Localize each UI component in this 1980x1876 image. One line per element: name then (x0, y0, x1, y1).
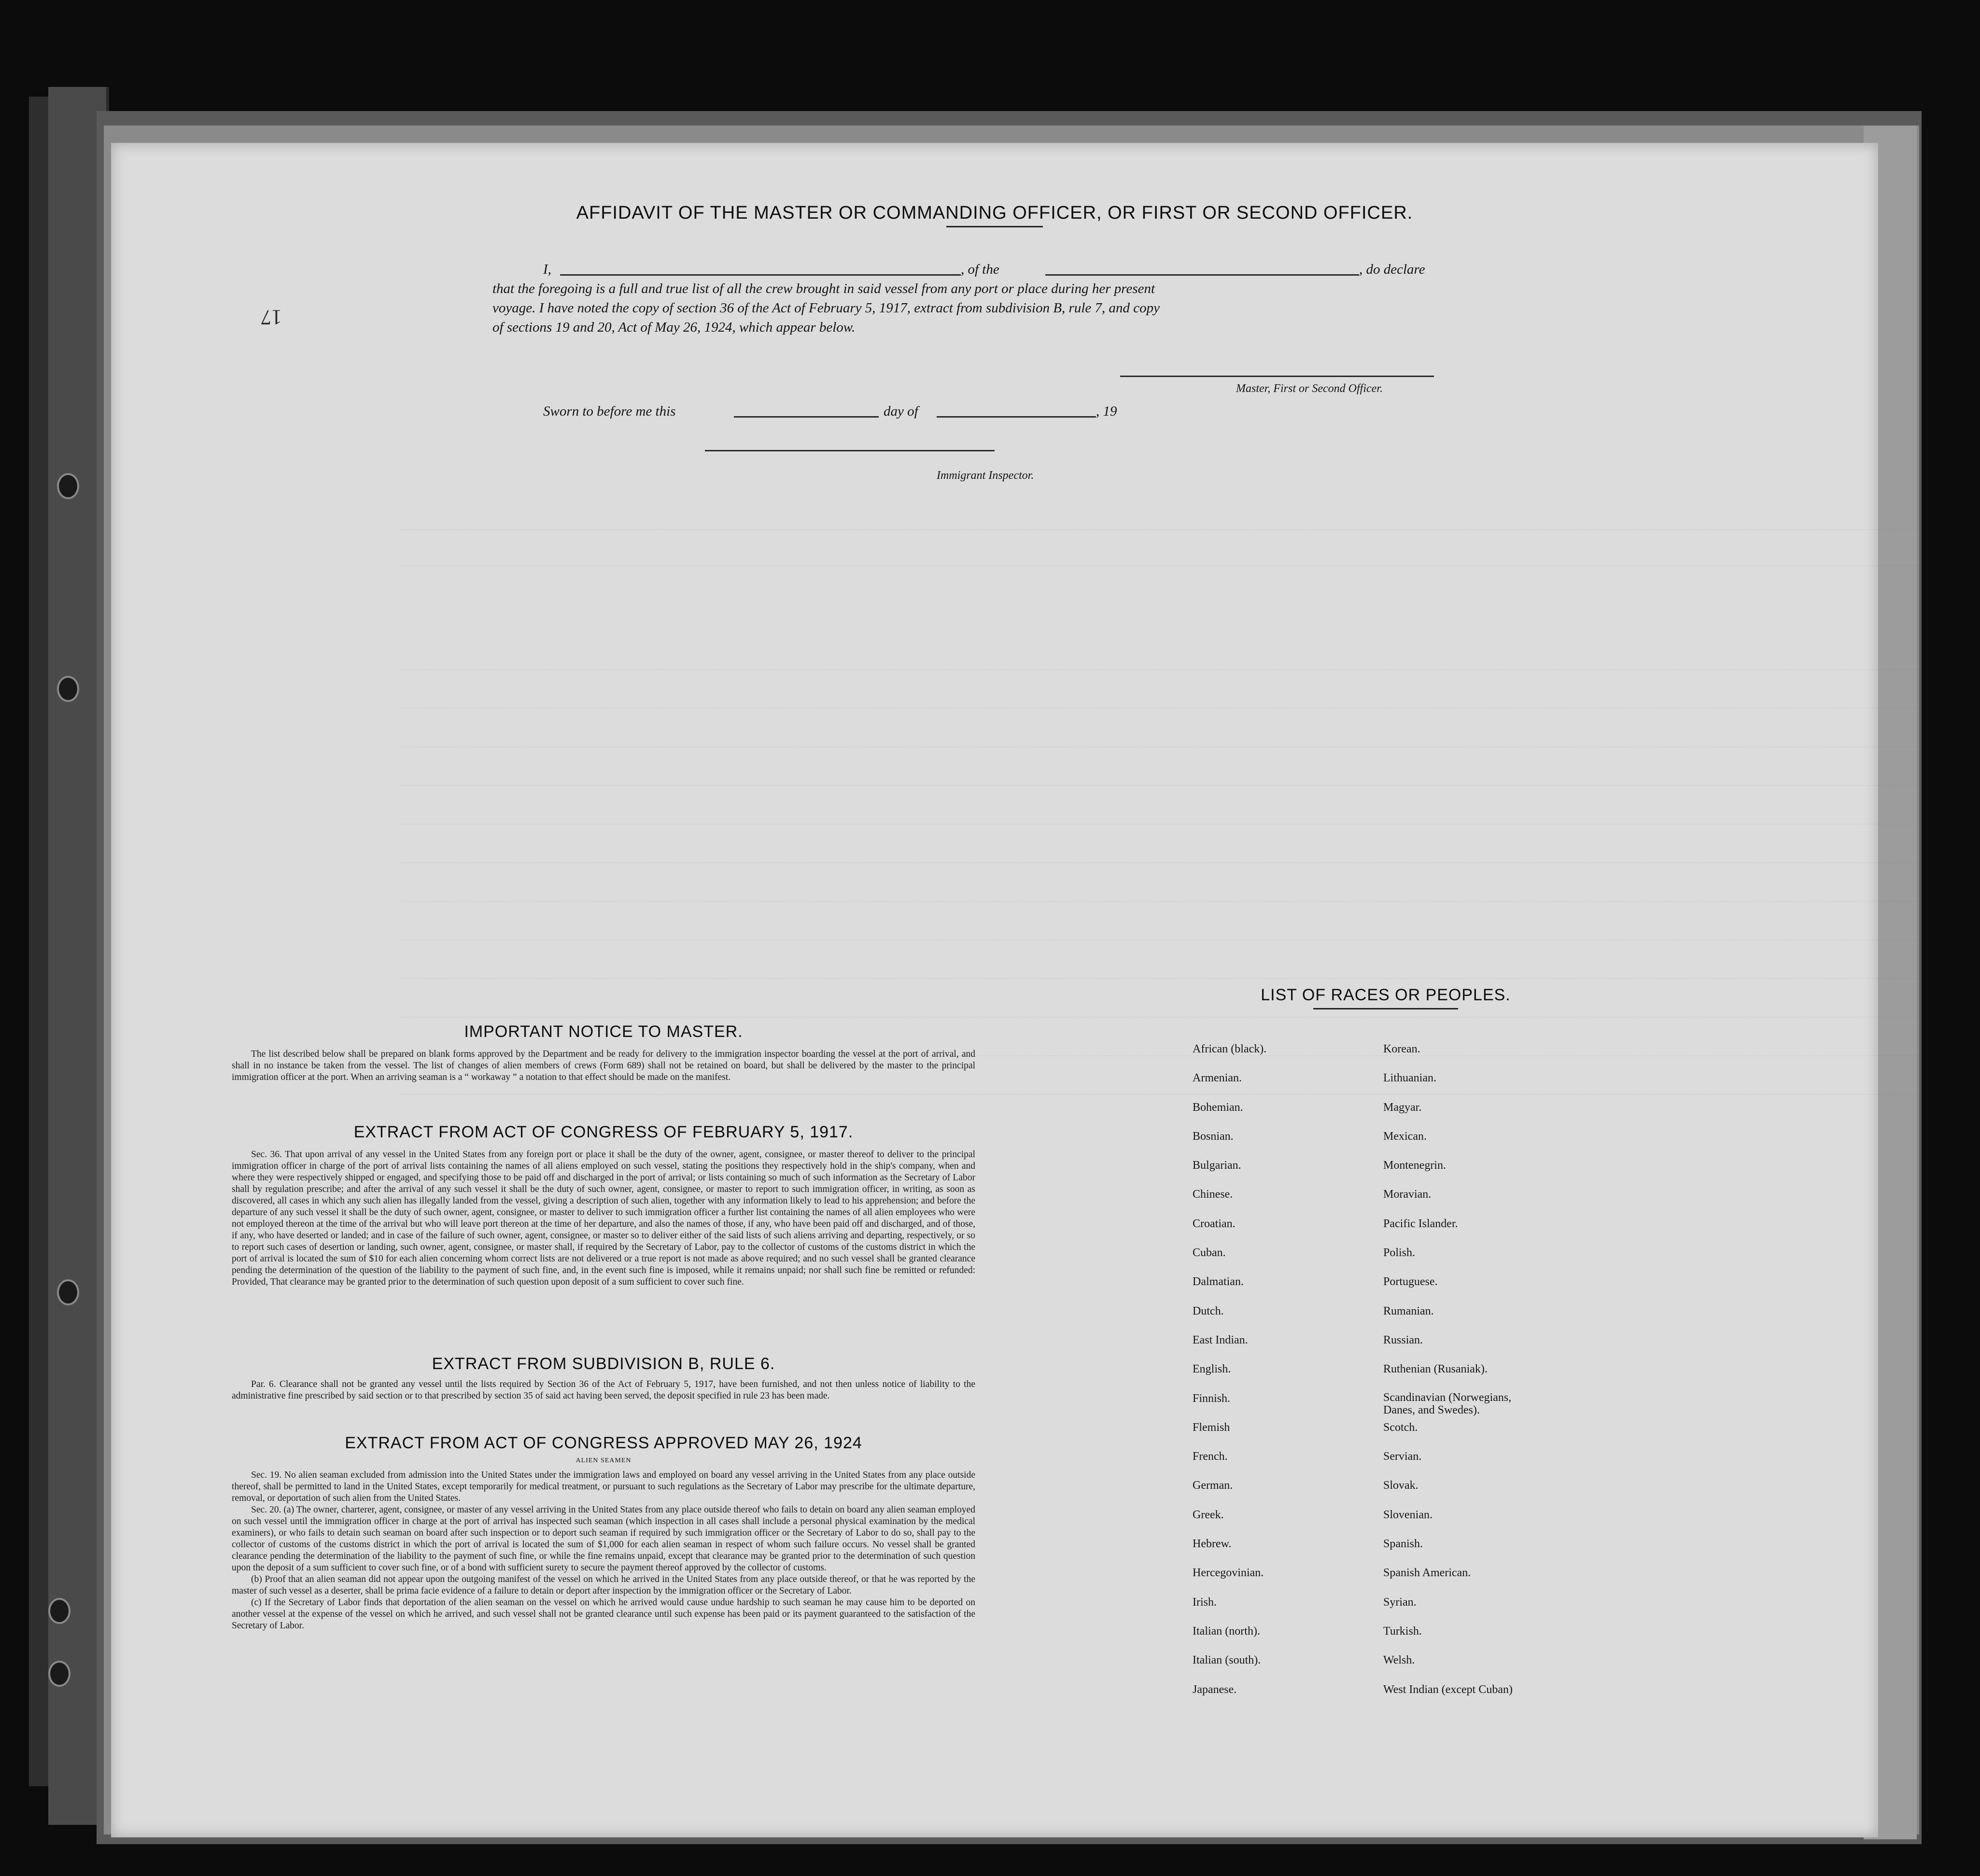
race-item: Armenian. (1193, 1072, 1242, 1085)
race-item: Italian (south). (1193, 1654, 1261, 1667)
race-item: French. (1193, 1450, 1228, 1463)
race-item: Hebrew. (1193, 1538, 1232, 1551)
race-item: English. (1193, 1363, 1231, 1376)
ghost-row (401, 693, 1922, 709)
ghost-row (401, 551, 1922, 566)
race-item: West Indian (except Cuban) (1383, 1683, 1513, 1696)
race-item: Chinese. (1193, 1188, 1233, 1201)
inspector-signature-blank[interactable] (705, 450, 995, 451)
ghost-row (401, 809, 1922, 825)
ghost-row (401, 925, 1922, 940)
affidavit-i-label: I, (543, 262, 551, 277)
binder-hole (48, 1661, 70, 1687)
race-item: Lithuanian. (1383, 1072, 1436, 1085)
race-item: Spanish American. (1383, 1567, 1471, 1580)
sworn-day-label: day of (884, 404, 918, 419)
ghost-row (401, 848, 1922, 863)
extract-1924-subtitle: ALIEN SEAMEN (576, 1457, 632, 1464)
extract-rule6-body (232, 1379, 975, 1402)
race-item: Servian. (1383, 1450, 1422, 1463)
ghost-row (401, 732, 1922, 747)
binder-hole (57, 676, 79, 702)
race-item: Moravian. (1383, 1188, 1432, 1201)
section-19-paragraph: Sec. 19. No alien seaman excluded from admission into the United States under the immigration laws and employed on board any vessel arriving in the United States from any place outside thereof, shall be permitted to land in the United States, except temporarily for medical treatment, or pursuant to such regulations as the Secretary of Labor may prescribe for the ultimate departure, removal, or deportation of such alien from the United States. (232, 1470, 975, 1503)
race-item: African (black). (1193, 1043, 1267, 1055)
notice-paragraph: The list described below shall be prepared on blank forms approved by the Department and be ready for delivery to the immigration inspector boarding the vessel at the port of arrival, and shall in no instance be taken from the vessel. The list of changes of alien members of crews (Form 689) shall not be retained on board, but shall be delivered by the master to the principal immigration officer at the port. When an arriving seaman is a “ workaway ” a notation to that effect should be made on the manifest. (232, 1049, 975, 1082)
races-column-1 (1193, 1042, 1376, 1711)
race-item: Irish. (1193, 1596, 1217, 1609)
inspector-label: Immigrant Inspector. (937, 469, 1034, 482)
race-item: Hercegovinian. (1193, 1567, 1264, 1580)
ghost-row (401, 770, 1922, 786)
race-item: Ruthenian (Rusaniak). (1383, 1363, 1488, 1376)
master-signature-label: Master, First or Second Officer. (1236, 382, 1383, 395)
affidavit-declare-label: , do declare (1359, 262, 1425, 277)
race-item: Pacific Islander. (1383, 1217, 1458, 1230)
race-item: Spanish. (1383, 1538, 1423, 1551)
race-item: Bulgarian. (1193, 1159, 1241, 1172)
race-item: Korean. (1383, 1043, 1420, 1055)
race-item: Scotch. (1383, 1421, 1418, 1434)
race-item: German. (1193, 1479, 1233, 1492)
extract-1924-body (232, 1470, 975, 1632)
race-item: Rumanian. (1383, 1304, 1434, 1317)
race-item: Dalmatian. (1193, 1275, 1244, 1288)
sworn-day-blank[interactable] (734, 416, 879, 418)
affidavit-line-4: of sections 19 and 20, Act of May 26, 1924, which appear below. (492, 320, 856, 335)
notice-title: IMPORTANT NOTICE TO MASTER. (464, 1022, 743, 1041)
extract-1924-title: EXTRACT FROM ACT OF CONGRESS APPROVED MAY 26, 1924 (345, 1434, 862, 1452)
race-item: Bosnian. (1193, 1130, 1234, 1143)
binder-hole (48, 1598, 70, 1624)
race-item: Japanese. (1193, 1683, 1237, 1696)
race-item: Magyar. (1383, 1101, 1422, 1114)
affidavit-line-3: voyage. I have noted the copy of section 36 of the Act of February 5, 1917, extract from subdivision B, rule 7, and copy (492, 300, 1160, 316)
race-item: Slovenian. (1383, 1508, 1432, 1521)
section-20c-paragraph: (c) If the Secretary of Labor finds that deportation of the alien seaman on the vessel on which he arrived would cause undue hardship to such seaman he may cause him to be deported on another vessel at the expense of the vessel on which he arrived, and such vessel shall not be granted clearance until such expense has been paid or its payment guaranteed to the satisfaction of the Secretary of Labor. (232, 1597, 975, 1631)
race-item: Portuguese. (1383, 1275, 1438, 1288)
title-rule (946, 226, 1043, 227)
races-title-rule (1313, 1008, 1458, 1009)
race-item: Turkish. (1383, 1624, 1422, 1638)
race-item: Polish. (1383, 1246, 1416, 1260)
race-item: Finnish. (1193, 1392, 1231, 1405)
races-column-2 (1383, 1042, 1615, 1711)
affidavit-line-2: that the foregoing is a full and true list of all the crew brought in said vessel from any port or place during her present (492, 281, 1155, 296)
master-signature-blank[interactable] (1120, 376, 1434, 377)
manifest-page (111, 143, 1878, 1837)
sworn-month-blank[interactable] (937, 416, 1096, 418)
race-item: Syrian. (1383, 1596, 1417, 1609)
race-item: Greek. (1193, 1508, 1224, 1521)
ghost-row (401, 964, 1922, 979)
ghost-row (401, 655, 1922, 670)
ghost-row (401, 1002, 1922, 1018)
section-20b-paragraph: (b) Proof that an alien seaman did not appear upon the outgoing manifest of the vessel on which he arrived in the United States from any place outside thereof, or that he was reported by the master of such vessel as a deserter, shall be prima facie evidence of a failure to detain or deport after inspection by the immigration officer or the Secretary of Labor. (232, 1574, 975, 1596)
race-item: Italian (north). (1193, 1624, 1260, 1638)
binder-hole (57, 1279, 79, 1305)
binder-hole (57, 473, 79, 499)
notice-body (232, 1049, 975, 1083)
affidavit-title: AFFIDAVIT OF THE MASTER OR COMMANDING OFFICER, OR FIRST OR SECOND OFFICER. (576, 203, 1413, 223)
race-item: Russian. (1383, 1333, 1423, 1346)
sworn-year-label: , 19 (1096, 404, 1117, 419)
master-name-blank[interactable] (560, 274, 961, 276)
race-item: Bohemian. (1193, 1101, 1243, 1114)
affidavit-of-the-label: , of the (961, 262, 999, 277)
ghost-row (401, 886, 1922, 902)
margin-handwritten-number: 17 (261, 306, 282, 329)
vessel-name-blank[interactable] (1045, 274, 1359, 276)
races-title: LIST OF RACES OR PEOPLES. (1261, 986, 1511, 1004)
race-item: Slovak. (1383, 1479, 1418, 1492)
race-item: Welsh. (1383, 1654, 1415, 1667)
extract-1917-body (232, 1149, 975, 1288)
extract-1917-title: EXTRACT FROM ACT OF CONGRESS OF FEBRUARY 5, 1917. (353, 1123, 854, 1141)
race-item: Cuban. (1193, 1246, 1226, 1260)
race-item: Flemish (1193, 1421, 1230, 1434)
race-item: East Indian. (1193, 1333, 1248, 1346)
extract-rule6-title: EXTRACT FROM SUBDIVISION B, RULE 6. (432, 1355, 775, 1373)
sworn-prefix: Sworn to before me this (543, 404, 676, 419)
race-item: Scandinavian (Norwegians, Danes, and Swedes). (1383, 1391, 1512, 1416)
ghost-row (401, 515, 1922, 530)
race-item: Mexican. (1383, 1130, 1427, 1143)
race-item: Dutch. (1193, 1304, 1224, 1317)
section-36-paragraph: Sec. 36. That upon arrival of any vessel in the United States from any foreign port or place it shall be the duty of the owner, agent, consignee, or master thereof to deliver to the principal immigration officer in charge of the port of arrival lists containing the names of all aliens employed on such vessel, stating the positions they respectively hold in the ship's company, when and where they were respectively shipped or engaged, and specifying those to be paid off and discharged in the port of arrival; or lists containing so much of such information as the Secretary of Labor shall by regulation prescribe; and after the arrival of any such vessel it shall be the duty of such owner, agent, consignee, or master to report to such immigration officer, in writing, as soon as discovered, all cases in which any such alien has illegally landed from the vessel, giving a description of such alien, together with any information likely to lead to his apprehension; and before the departure of any such vessel it shall be the duty of such owner, agent, consignee, or master to deliver to such immigration officer a further list containing the names of all alien employees who were not employed thereon at the time of the arrival but who will leave port thereon at the time of her departure, and also the names of those, if any, who have been paid off and discharged, and of those, if any, who have deserted or landed; and in case of the failure of such owner, agent, consignee, or master so to deliver either of the said lists of such aliens arriving and departing, respectively, or so to report such cases of desertion or landing, such owner, agent, consignee, or master shall, if required by the Secretary of Labor, pay to the collector of customs of the customs district in which the port of arrival is located the sum of $10 for each alien concerning whom correct lists are not delivered or a true report is not made as above required; and no such vessel shall be granted clearance pending the determination of the question of the liability to the payment of such fine, and, in the event such fine is imposed, while it remains unpaid; nor shall such fine be remitted or refunded: Provided, That clearance may be granted prior to the determination of such question upon deposit of a sum sufficient to cover such fine. (232, 1149, 975, 1287)
section-20a-paragraph: Sec. 20. (a) The owner, charterer, agent, consignee, or master of any vessel arriving in the United States from any place outside thereof who fails to detain on board any alien seaman employed on such vessel until the immigration officer in charge at the port of arrival has inspected such seaman (which inspection in all cases shall include a personal physical examination by the medical examiners), or who fails to detain such seaman on board after such inspection or to deport such seaman if required by such immigration officer or the Secretary of Labor to do so, shall pay to the collector of customs of the customs district in which the port of arrival is located the sum of $1,000 for each alien seaman in respect of whom such failure occurs. No vessel shall be granted clearance pending the determination of the liability to the payment of such fine, or while the fine remains unpaid, except that clearance may be granted prior to the determination of such question upon the deposit of a sum sufficient to cover such fine, or of a bond with sufficient surety to secure the payment thereof approved by the collector of customs. (232, 1505, 975, 1573)
race-item: Croatian. (1193, 1217, 1236, 1230)
race-item: Montenegrin. (1383, 1159, 1446, 1172)
rule-6-paragraph: Par. 6. Clearance shall not be granted any vessel until the lists required by Section 36 of the Act of February 5, 1917, have been furnished, and not then unless notice of liability to the administrative fine prescribed by said section or to that prescribed by section 35 of said act having been served, the deposit specified in rule 23 has been made. (232, 1379, 975, 1401)
